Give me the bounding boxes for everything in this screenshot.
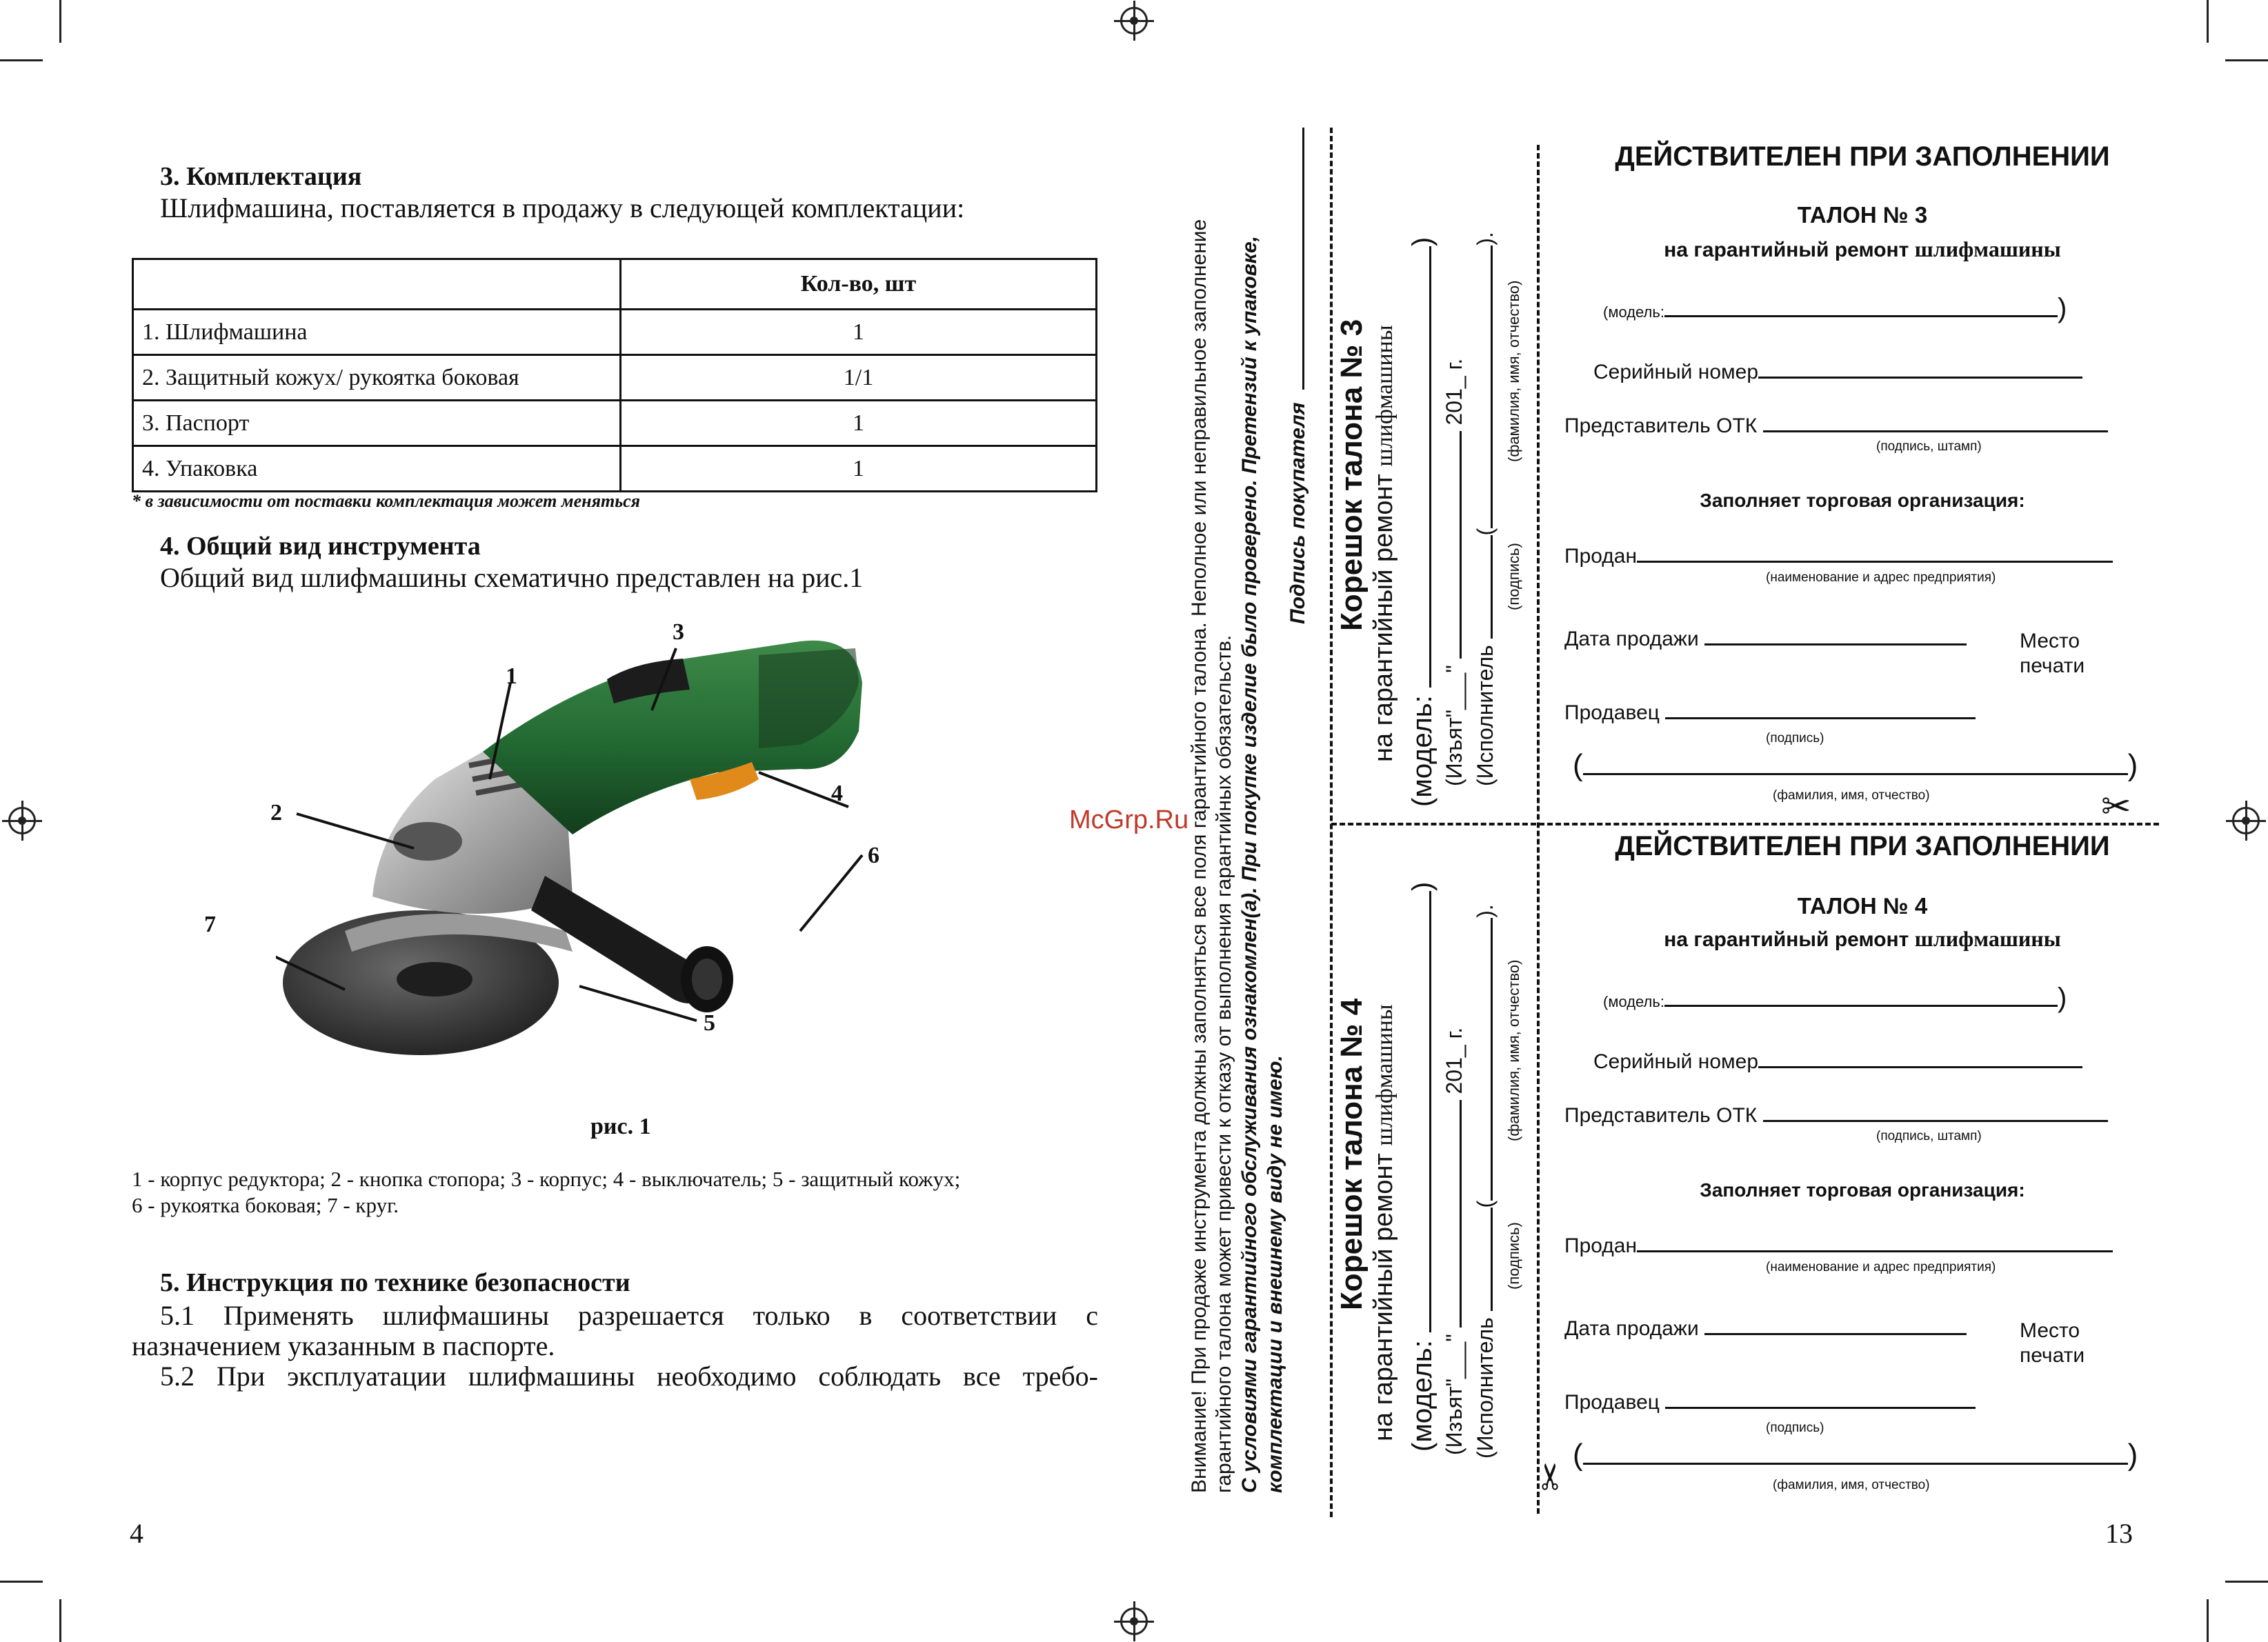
stub4-year: 201_ г.: [1442, 1027, 1466, 1094]
coupon3-sold-row: [1564, 545, 2113, 568]
coupon3-date-line: [1704, 643, 1967, 645]
coupon4-sold-line: [1637, 1250, 2113, 1252]
coupon3-stamp-line1: Место: [2020, 630, 2080, 652]
coupon3-date-row: [1564, 628, 1967, 651]
crop-mark: [59, 1599, 61, 1642]
section5-p1-line2: назначением указанным в паспорте.: [132, 1330, 555, 1361]
stub3-seized-row: [1442, 359, 1467, 786]
table-row: [133, 310, 1097, 355]
coupon3-seller-row: [1564, 701, 1976, 725]
stub4-executor-sign-line: [1491, 1208, 1493, 1311]
coupon4-seller-hint: (подпись): [1766, 1421, 1824, 1435]
stub3-executor-name-line: [1491, 246, 1493, 528]
coupon3-model-label: (модель:: [1603, 303, 1664, 321]
table-row: [133, 446, 1097, 492]
crop-mark: [2225, 59, 2268, 61]
table-cell: 3. Паспорт: [133, 401, 621, 446]
table-row: [133, 355, 1097, 401]
crop-mark: [0, 1581, 43, 1583]
coupon4-valid-heading: ДЕЙСТВИТЕЛЕН ПРИ ЗАПОЛНЕНИИ: [1615, 831, 2110, 861]
coupon4-date-row: [1564, 1317, 1967, 1341]
registration-mark-icon: [1120, 7, 1148, 34]
stub4-executor-label: (Исполнитель: [1473, 1317, 1498, 1459]
coupon4-repair-item: шлифмашины: [1914, 926, 2061, 951]
table-row: [133, 401, 1097, 446]
registration-mark-icon: [2232, 807, 2260, 834]
coupon4-seller-label: Продавец: [1564, 1391, 1660, 1414]
coupon3-otk-label: Представитель ОТК: [1564, 414, 1758, 437]
registration-mark-icon: [1120, 1608, 1148, 1635]
section5-heading: 5. Инструкция по технике безопасности: [160, 1268, 630, 1297]
crop-mark: [59, 0, 61, 43]
crop-mark: [0, 59, 43, 61]
coupon4-otk-label: Представитель ОТК: [1564, 1104, 1758, 1127]
coupon3-seller-line: [1665, 717, 1976, 719]
callout-3: 3: [673, 619, 684, 645]
stub4-seized-row: [1442, 1028, 1467, 1455]
coupon4-stamp-line2: печати: [2020, 1344, 2085, 1367]
coupon4-name-line: [1583, 1463, 2128, 1465]
coupon3-repair-prefix: на гарантийный ремонт: [1664, 239, 1909, 261]
coupon4-name-row: ( ): [1573, 1438, 2138, 1472]
coupon4-seller-line: [1665, 1407, 1976, 1409]
callout-line-6: [800, 855, 862, 931]
table-cell: 2. Защитный кожух/ рукоятка боковая: [133, 355, 621, 401]
coupon3-date-label: Дата продажи: [1564, 628, 1699, 650]
coupon3-valid-heading: ДЕЙСТВИТЕЛЕН ПРИ ЗАПОЛНЕНИИ: [1615, 141, 2110, 172]
stub3-subtitle: [1369, 325, 1399, 762]
coupon4-sold-label: Продан: [1564, 1234, 1638, 1257]
coupon4-serial-label: Серийный номер: [1593, 1050, 1759, 1073]
section4-intro: Общий вид шлифмашины схематично представлен на рис.1: [160, 562, 864, 593]
coupon3-serial-label: Серийный номер: [1593, 361, 1759, 383]
section3-heading: 3. Комплектация: [160, 162, 362, 191]
stub4-signature-hint: (подпись): [1505, 1222, 1522, 1290]
callout-2: 2: [270, 800, 282, 825]
callout-6: 6: [868, 843, 879, 868]
table-cell: 1. Шлифмашина: [133, 310, 621, 355]
scissors-icon: ✂: [2101, 788, 2131, 827]
stub3-signature-hint: (подпись): [1505, 543, 1522, 610]
stub4-executor-row: (Исполнитель ().: [1473, 904, 1498, 1459]
section5-p1-line1: 5.1 Применять шлифмашины разрешается только в соответствии с: [160, 1300, 1098, 1331]
stub3-executor-sign-line: [1491, 535, 1493, 639]
coupon3-otk-line: [1763, 430, 2108, 432]
stub3-subtitle-prefix: на гарантийный ремонт: [1369, 474, 1398, 762]
figure-legend-line2: 6 - рукоятка боковая; 7 - круг.: [132, 1193, 399, 1217]
coupon3-sold-label: Продан: [1564, 545, 1638, 568]
stub4-executor-name-line: [1491, 918, 1493, 1201]
table-cell: 1: [621, 310, 1097, 355]
crop-mark: [2207, 1599, 2209, 1642]
coupon3-sold-hint: (наименование и адрес предприятия): [1766, 570, 1996, 585]
coupon4-stamp-line1: Место: [2020, 1319, 2080, 1342]
coupon4-trade-org: Заполняет торговая организация:: [1700, 1179, 2025, 1201]
callout-1: 1: [506, 663, 517, 689]
coupon3-otk-row: [1564, 414, 2108, 438]
stub4-name-hint: (фамилия, имя, отчество): [1505, 959, 1522, 1141]
scissors-icon: ✂: [1531, 1461, 1571, 1492]
stub3-model-row: (модель: ): [1407, 237, 1438, 807]
table-cell: 1/1: [621, 355, 1097, 401]
coupon4-otk-hint: (подпись, штамп): [1876, 1129, 1982, 1143]
coupon3-name-line: [1583, 773, 2128, 775]
coupon4-seller-row: [1564, 1391, 1976, 1414]
coupon3-sold-line: [1637, 561, 2113, 563]
coupon4-date-label: Дата продажи: [1564, 1317, 1699, 1340]
coupon4-serial-row: [1593, 1050, 2082, 1074]
page-number-left: 4: [130, 1518, 143, 1549]
kit-table: [132, 258, 1097, 492]
coupon4-talon-number: ТАЛОН № 4: [1797, 893, 1928, 919]
coupon3-serial-row: [1593, 361, 2082, 384]
warning-bold-line2: комплектации и внешнему виду не имею.: [1264, 1055, 1286, 1493]
table-header-cell: [133, 259, 621, 310]
coupon4-name-hint: (фамилия, имя, отчество): [1773, 1478, 1930, 1492]
coupon3-serial-line: [1758, 377, 2082, 379]
stub3-title: Корешок талона № 3: [1335, 319, 1369, 631]
section5-p2: 5.2 При эксплуатации шлифмашины необходимо соблюдать все требо-: [160, 1361, 1098, 1392]
cut-line-horizontal: [1331, 823, 2159, 825]
stub4-model-line: [1429, 891, 1431, 1332]
callout-4: 4: [831, 781, 843, 806]
figure-legend-line1: 1 - корпус редуктора; 2 - кнопка стопора; 3 - корпус; 4 - выключатель; 5 - защитный кожух;: [132, 1167, 961, 1191]
table-cell: 4. Упаковка: [133, 446, 621, 492]
disc-hub: [397, 962, 472, 997]
coupon4-serial-line: [1758, 1066, 2082, 1068]
stub3-seized-label: (Изъят"___": [1442, 665, 1466, 786]
coupon3-repair-line: [1552, 237, 2173, 262]
stub3-model-label: (модель:: [1407, 695, 1438, 807]
coupon3-model-row: (модель: ): [1603, 293, 2067, 323]
coupon3-talon-number: ТАЛОН № 3: [1797, 202, 1928, 228]
table-header-cell: Кол-во, шт: [621, 259, 1097, 310]
coupon4-otk-row: [1564, 1104, 2108, 1128]
warning-bold-line1: С условиями гарантийного обслуживания ознакомлен(а). При покупке изделие было проверено. Претензий к упаковке,: [1238, 236, 1261, 1493]
coupon4-repair-prefix: на гарантийный ремонт: [1664, 928, 1909, 951]
coupon4-date-line: [1704, 1333, 1967, 1335]
coupon4-sold-hint: (наименование и адрес предприятия): [1766, 1260, 1996, 1274]
coupon4-repair-line: [1552, 926, 2173, 952]
crop-mark: [2207, 0, 2209, 43]
coupon3-seller-hint: (подпись): [1766, 731, 1824, 745]
angle-grinder-illustration: [276, 607, 897, 1090]
stub3-name-hint: (фамилия, имя, отчество): [1505, 280, 1522, 462]
coupon4-otk-line: [1763, 1120, 2108, 1122]
table-cell: 1: [621, 401, 1097, 446]
coupon4-model-line: [1664, 1005, 2058, 1007]
section3-intro: Шлифмашина, поставляется в продажу в следующей комплектации:: [160, 192, 965, 223]
coupon3-trade-org: Заполняет торговая организация:: [1700, 490, 2025, 511]
registration-mark-icon: [8, 807, 36, 834]
stub3-subtitle-item: шлифмашины: [1372, 325, 1397, 467]
coupon3-repair-item: шлифмашины: [1914, 237, 2061, 261]
page-number-right: 13: [2105, 1518, 2133, 1549]
coupon4-sold-row: [1564, 1234, 2113, 1258]
watermark-text: McGrp.Ru: [1069, 805, 1189, 834]
stub3-seized-line: [1460, 431, 1462, 659]
coupon3-name-row: ( ): [1573, 748, 2138, 782]
coupon4-model-label: (модель:: [1603, 993, 1664, 1010]
stub4-title: Корешок талона № 4: [1335, 998, 1369, 1310]
buyer-signature-label: [1286, 128, 1310, 624]
section4-heading: 4. Общий вид инструмента: [160, 532, 481, 561]
coupon3-model-line: [1664, 315, 2058, 317]
side-handle-cap-inner: [692, 959, 722, 1000]
stub4-subtitle-prefix: на гарантийный ремонт: [1369, 1153, 1398, 1441]
warning-text-line2: гарантийного талона может привести к отказу от выполнения гарантийных обязательств.: [1213, 634, 1235, 1493]
coupon4-model-row: (модель: ): [1603, 983, 2067, 1013]
table-cell: 1: [621, 446, 1097, 492]
stub4-model-label: (модель:: [1407, 1340, 1438, 1452]
table-header-row: [133, 259, 1097, 310]
coupon3-otk-hint: (подпись, штамп): [1876, 439, 1982, 454]
coupon3-stamp-line2: печати: [2020, 654, 2085, 677]
stub4-subtitle: [1369, 1004, 1399, 1441]
warning-text-line1: Внимание! При продаже инструмента должны заполняться все поля гарантийного талона. Неполное или неправильное заполнение: [1188, 219, 1211, 1493]
kit-note: * в зависимости от поставки комплектация может меняться: [132, 491, 641, 511]
stub3-year: 201_ г.: [1442, 358, 1466, 425]
stub3-model-line: [1429, 246, 1431, 688]
stub4-seized-line: [1460, 1100, 1462, 1328]
cut-line-vertical-right: [1537, 145, 1540, 1514]
buyer-signature-text: Подпись покупателя: [1286, 402, 1309, 624]
stub4-seized-label: (Изъят"___": [1442, 1334, 1466, 1455]
stub4-model-row: (модель: ): [1407, 881, 1438, 1452]
figure-caption: рис. 1: [590, 1114, 651, 1139]
coupon3-seller-label: Продавец: [1564, 701, 1660, 724]
stub3-executor-row: (Исполнитель ().: [1473, 232, 1498, 786]
crop-mark: [2225, 1581, 2268, 1583]
coupon3-name-hint: (фамилия, имя, отчество): [1773, 788, 1930, 803]
stub4-subtitle-item: шлифмашины: [1372, 1004, 1397, 1146]
stub3-executor-label: (Исполнитель: [1473, 645, 1498, 786]
buyer-signature-line: [1302, 128, 1304, 390]
callout-7: 7: [204, 912, 216, 937]
callout-5: 5: [704, 1010, 715, 1036]
lock-button: [393, 822, 462, 861]
